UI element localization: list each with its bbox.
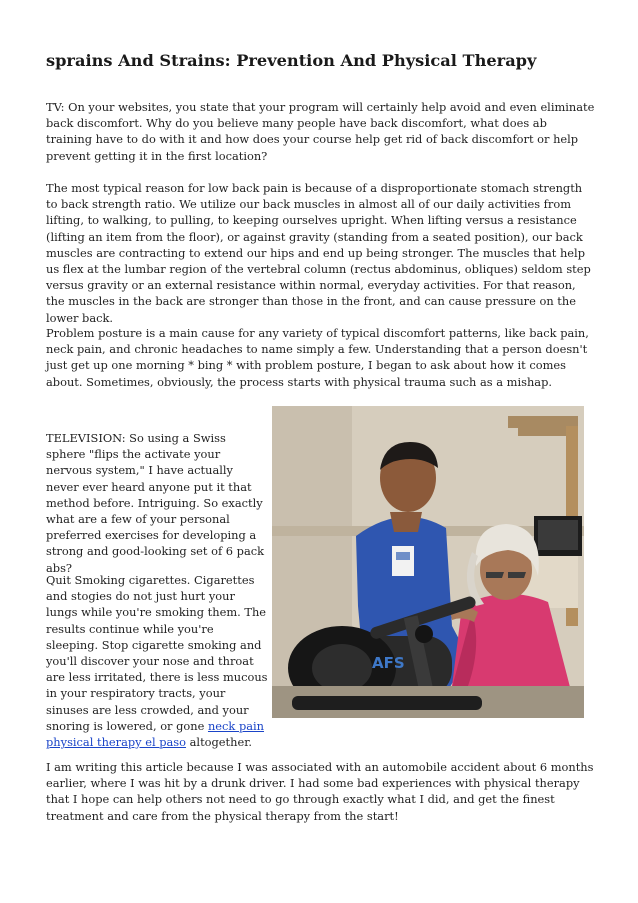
paragraph-question-1: TV: On your websites, you state that your program will certainly help avoid and even eliminate back discomfort. Why do you believe many people have back discomfort, what does ab training have to do with it and how does your course help get rid of back discomfort or help prevent getting it in the first location?	[46, 100, 595, 163]
paragraph-accident: I am writing this article because I was associated with an automobile accident about 6 months earlier, where I was hit by a drunk driver. I had some bad experiences with physical therapy that I hope can help others not need to go through exactly what I did, and get the finest treatment and care from the physical therapy from the start!	[46, 760, 594, 823]
machine-logo: AFS	[372, 654, 405, 672]
paragraph-answer-1: The most typical reason for low back pain is because of a disproportionate stomach strength to back strength ratio. We utilize our back muscles in almost all of our daily activities from lifting, to walking, to pulling, to keeping ourselves upright. When lifting versus a resistance (lifting an item from the floor), or against gravity (standing from a seated position), our back muscles are contracting to extend our hips and end up being stronger. The muscles that help us flex at the lumbar region of the vertebral column (rectus abdominus, obliques) seldom step versus gravity or an external resistance within normal, everyday activities. For that reason, the muscles in the back are stronger than those in the front, and can cause pressure on the lower back.	[46, 181, 591, 325]
paragraph-question-2: TELEVISION: So using a Swiss sphere "flips the activate your nervous system," I have actually never ever heard anyone put it that method before. Intriguing. So exactly what are a few of your personal preferred exercises for developing a strong and good-looking set of 6 pack abs?	[46, 431, 265, 575]
machine-base	[292, 696, 482, 710]
id-badge	[392, 546, 414, 576]
link-neck-pain-therapy[interactable]: neck pain physical therapy el paso	[46, 718, 265, 750]
paragraph-smoking-text: Quit Smoking cigarettes. Cigarettes and stogies do not just hurt your lungs while you're smoking them. The results continue while you're sleeping. Stop cigarette smoking and you'll discover your nose and throat are less irritated, there is less mucous in your respiratory tracts, your sinuses are less crowded, and your snoring is lowered, or gone	[46, 573, 268, 733]
paragraph-smoking-tail: altogether.	[186, 735, 253, 750]
paragraph-posture: Problem posture is a main cause for any variety of typical discomfort patterns, like back pain, neck pain, and chronic headaches to name simply a few. Understanding that a person doesn't just get up one morning * bing * with problem posture, I began to ask about how it comes about. Sometimes, obviously, the process starts with physical trauma such as a mishap.	[46, 326, 589, 389]
page-title: sprains And Strains: Prevention And Physical Therapy	[46, 51, 537, 70]
paragraph-smoking	[46, 572, 268, 750]
shelf-brace	[518, 428, 574, 436]
therapy-photo	[272, 406, 584, 718]
pedal-hub	[415, 625, 433, 643]
